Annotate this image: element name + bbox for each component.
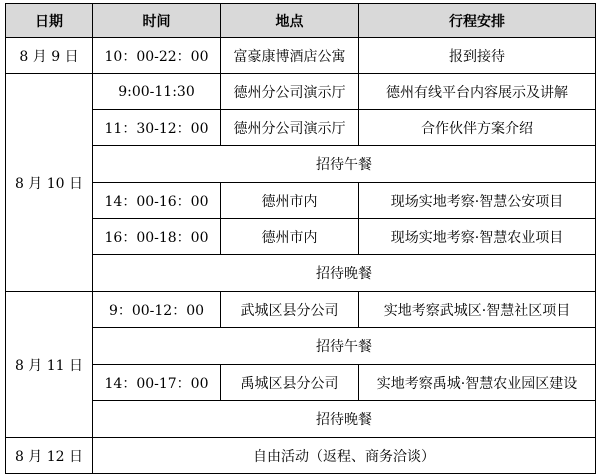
table-row — [6, 255, 596, 292]
place-cell: 德州市内 — [221, 219, 359, 255]
meal-cell: 招待晚餐 — [93, 401, 596, 438]
table-row — [6, 183, 596, 219]
table-row — [6, 401, 596, 438]
plan-cell: 德州有线平台内容展示及讲解 — [359, 74, 596, 110]
meal-cell: 招待晚餐 — [93, 255, 596, 292]
time-cell: 14：00-17：00 — [93, 365, 221, 401]
meal-cell: 招待午餐 — [93, 328, 596, 365]
table-row — [6, 292, 596, 328]
time-cell: 11：30-12：00 — [93, 110, 221, 146]
table-row — [6, 110, 596, 146]
plan-cell: 现场实地考察·智慧农业项目 — [359, 219, 596, 255]
table-row — [6, 38, 596, 74]
date-cell: 8 月 9 日 — [6, 38, 93, 74]
place-cell: 禹城区县分公司 — [221, 365, 359, 401]
header-row — [6, 4, 596, 38]
table-row — [6, 438, 596, 474]
time-cell: 14：00-16：00 — [93, 183, 221, 219]
plan-cell: 报到接待 — [359, 38, 596, 74]
table-row — [6, 365, 596, 401]
itinerary-table — [5, 3, 596, 474]
place-cell: 德州分公司演示厅 — [221, 74, 359, 110]
place-cell: 富豪康博酒店公寓 — [221, 38, 359, 74]
place-cell: 德州分公司演示厅 — [221, 110, 359, 146]
date-cell: 8 月 10 日 — [6, 74, 93, 292]
header-time: 时间 — [93, 4, 221, 38]
time-cell: 10：00-22：00 — [93, 38, 221, 74]
plan-cell: 实地考察禹城·智慧农业园区建设 — [359, 365, 596, 401]
header-plan: 行程安排 — [359, 4, 596, 38]
meal-cell: 招待午餐 — [93, 146, 596, 183]
free-activity-cell: 自由活动（返程、商务洽谈） — [93, 438, 596, 474]
table-row — [6, 219, 596, 255]
header-date: 日期 — [6, 4, 93, 38]
time-cell: 9:00-11:30 — [93, 74, 221, 110]
table-row — [6, 328, 596, 365]
place-cell: 德州市内 — [221, 183, 359, 219]
table-row — [6, 74, 596, 110]
time-cell: 9：00-12：00 — [93, 292, 221, 328]
date-cell: 8 月 11 日 — [6, 292, 93, 438]
plan-cell: 合作伙伴方案介绍 — [359, 110, 596, 146]
place-cell: 武城区县分公司 — [221, 292, 359, 328]
header-place: 地点 — [221, 4, 359, 38]
date-cell: 8 月 12 日 — [6, 438, 93, 474]
table-row — [6, 146, 596, 183]
time-cell: 16：00-18：00 — [93, 219, 221, 255]
plan-cell: 现场实地考察·智慧公安项目 — [359, 183, 596, 219]
plan-cell: 实地考察武城区·智慧社区项目 — [359, 292, 596, 328]
